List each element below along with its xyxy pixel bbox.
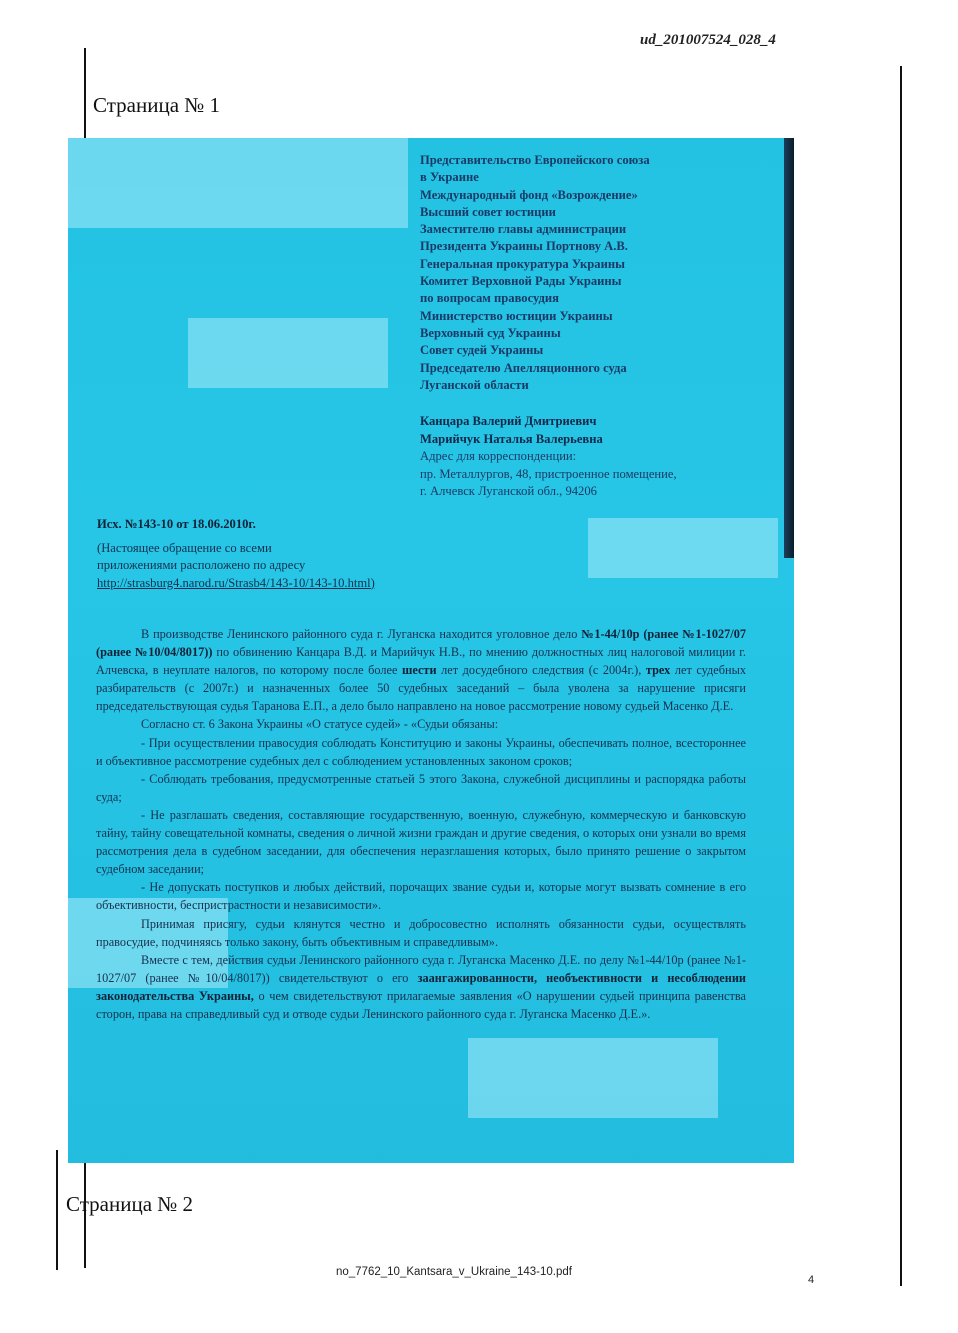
outgoing-number: Исх. №143-10 от 18.06.2010г. — [97, 517, 256, 531]
footer-page-number: 4 — [808, 1274, 815, 1286]
footer-filename: no_7762_10_Kantsara_v_Ukraine_143-10.pdf — [336, 1266, 572, 1278]
addressee-line: Комитет Верховной Рады Украины — [420, 274, 622, 289]
addressee-line: по вопросам правосудия — [420, 291, 559, 306]
paragraph-2: Согласно ст. 6 Закона Украины «О статусе судей» - «Судьи обязаны: — [141, 717, 499, 732]
addressee-line: Высший совет юстиции — [420, 204, 556, 219]
senders-block — [420, 413, 780, 501]
addressee-line: Заместителю главы администрации — [420, 222, 627, 237]
paragraph-5: - Не разглашать сведения, составляющие государственную, военную, служебную, коммерческую и банковскую тайну, тайну совещательной комнаты, сведения о личной жизни граждан и другие сведения, о которых они узнали во время рассмотрения дела в судебном заседании, для обеспечения неразглашения которых, было принято решение о закрытом судебном заседании; — [96, 807, 746, 877]
addressee-line: Международный фонд «Возрождение» — [420, 187, 638, 202]
page-2-label: Страница № 2 — [66, 1192, 194, 1216]
address-label: Адрес для корреспонденции: — [420, 449, 577, 463]
addressee-line: Министерство юстиции Украины — [420, 308, 613, 323]
document-id: ud_201007524_028_4 — [640, 32, 776, 48]
addressee-line: Председателю Апелляционного суда — [420, 360, 627, 375]
page-1-label: Страница № 1 — [93, 93, 221, 117]
sender-name-1: Канцара Валерий Дмитриевич — [420, 414, 597, 428]
reference-block — [97, 516, 477, 592]
paragraph-8: Вместе с тем, действия судьи Ленинского районного суда г. Луганска Масенко Д.Е. по делу №1-44/10р (ранее №1-1027/07 (ранее №10/04/8017)) свидетельствуют о его заангажированности, необъективности и несоблюдении законодательства Украины, о чем свидетельствуют прилагаемые заявления «О нарушении судьей принципа равенства сторон, права на справедливый суд и отводе судьи Ленинского районного суда г. Луганска Масенко Д.Е.». — [96, 952, 746, 1021]
margin-line-right — [900, 66, 902, 1286]
paragraph-3: - При осуществлении правосудия соблюдать Конституцию и законы Украины, обеспечивать полное, всестороннее и объективное рассмотрение судебных дел с соблюдением установленных законом сроков; — [96, 735, 746, 768]
addressee-line: Совет судей Украины — [420, 343, 544, 358]
reference-link[interactable]: http://strasburg4.narod.ru/Strasb4/143-10/143-10.html) — [97, 575, 375, 590]
scan-edge-shadow — [784, 138, 794, 558]
sender-name-2: Марийчук Наталья Валерьевна — [420, 431, 603, 446]
reference-note-line-1: (Настоящее обращение со всеми — [97, 540, 272, 555]
paragraph-1: В производстве Ленинского районного суда г. Луганска находится уголовное дело №1-44/10р (ранее №1-1027/07 (ранее №10/04/8017)) по обвинению Канцара В.Д. и Марийчук Н.В., по мнению должностных лиц налоговой милиции г. Алчевска, в неуплате налогов, по которому после более шести лет досудебного следствия (с 2004г.), трех лет судебных разбирательств (с 2007г.) и назначенных более 50 судебных заседаний – была уволена за нарушение присяги председательствующая судья Таранова Е.П., а дело было направлено на новое рассмотрение новому судьей Масенко Д.Е. — [96, 627, 747, 714]
addressee-line: Луганской области — [420, 377, 529, 392]
paragraph-6: - Не допускать поступков и любых действий, порочащих звание судьи и, которые могут вызвать сомнение в его объективности, беспристрастности и независимости». — [96, 880, 746, 913]
address-line-2: г. Алчевск Луганской обл., 94206 — [420, 484, 597, 498]
addressee-line: Представительство Европейского союза — [420, 153, 650, 167]
addressee-line: Президента Украины Портнову А.В. — [420, 239, 628, 254]
reference-note-line-2: приложениями расположено по адресу — [97, 558, 306, 572]
paragraph-4: - Соблюдать требования, предусмотренные статьей 5 этого Закона, служебной дисциплины и распорядка работы суда; — [96, 771, 746, 804]
addressees-block — [420, 152, 760, 394]
scanned-letter — [68, 138, 794, 1163]
addressee-line: Генеральная прокуратура Украины — [420, 256, 625, 271]
addressee-line: Верховный суд Украины — [420, 325, 561, 340]
address-line-1: пр. Металлургов, 48, пристроенное помещение, — [420, 466, 677, 481]
letter-body — [96, 625, 746, 1023]
addressee-line: в Украине — [420, 170, 479, 185]
paragraph-7: Принимая присягу, судьи клянутся честно и добросовестно исполнять обязанности судьи, осуществлять правосудие, подчиняясь только закону, быть объективным и справедливым». — [96, 916, 746, 949]
margin-line-left-lower — [56, 1150, 58, 1270]
